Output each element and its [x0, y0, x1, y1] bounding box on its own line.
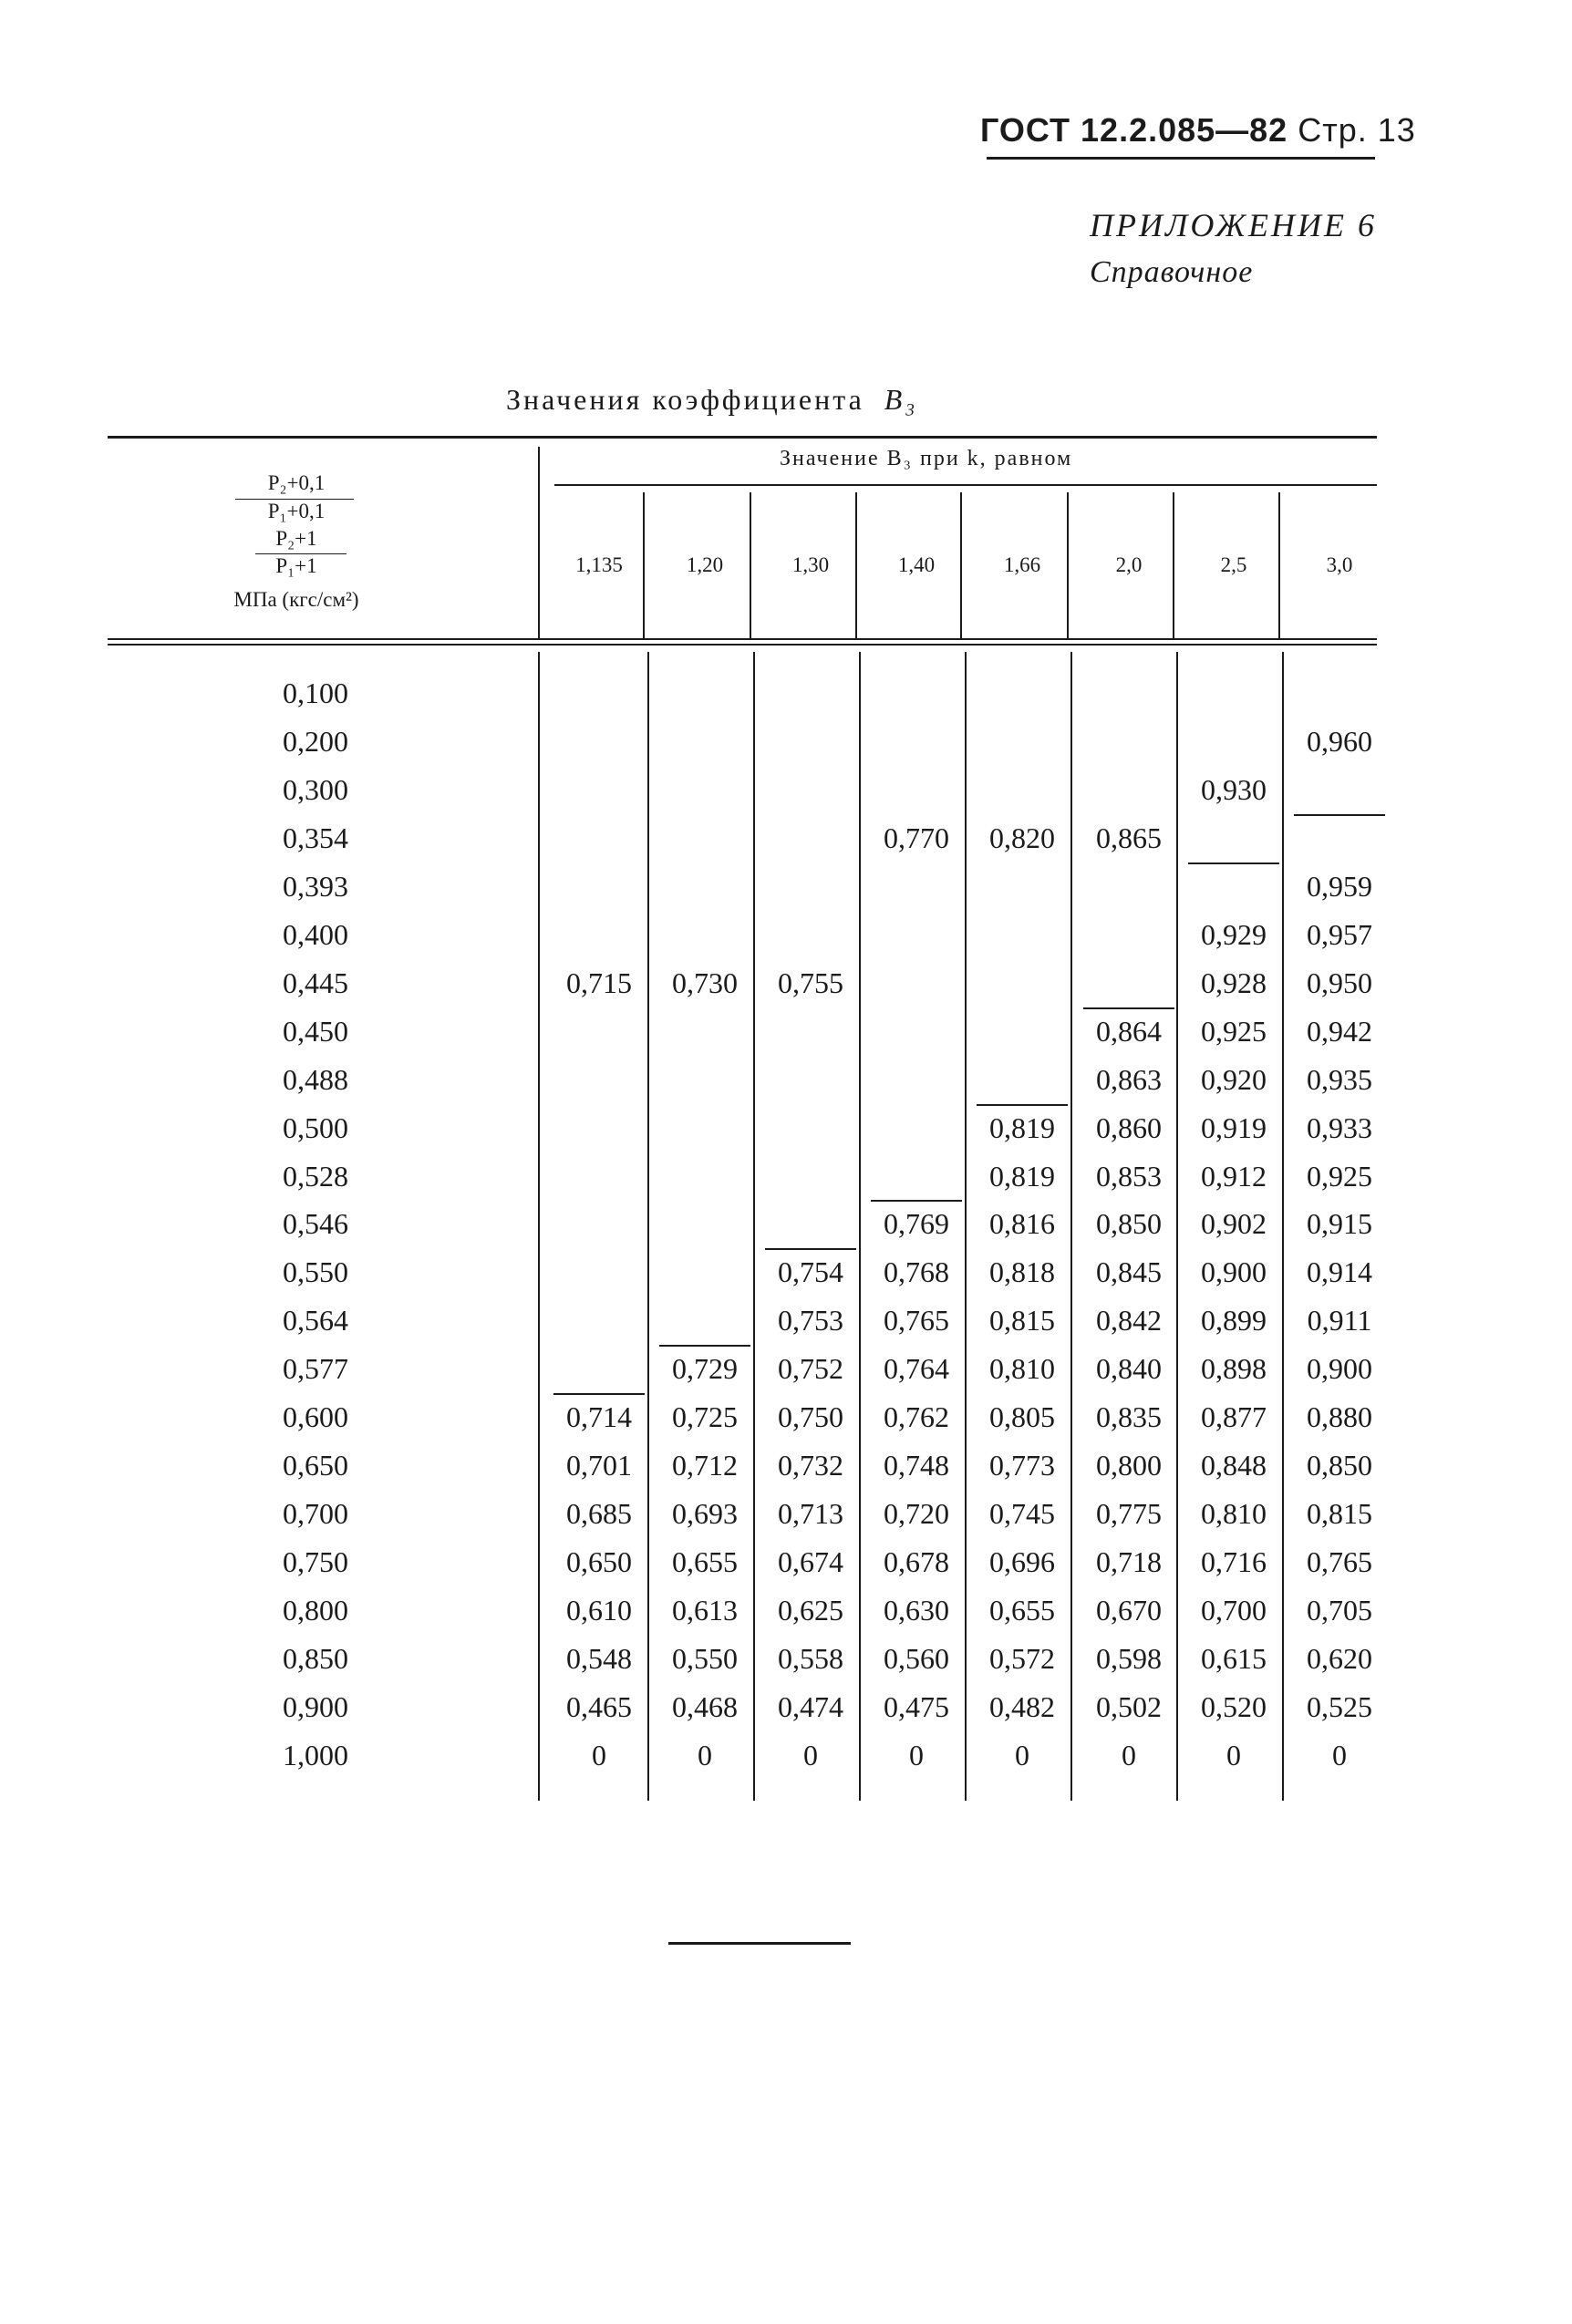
table-cell: 0,693 — [672, 1497, 738, 1531]
body-column-divider — [753, 652, 755, 1801]
table-cell: 0,670 — [1096, 1594, 1162, 1627]
table-cell: 0,630 — [884, 1594, 949, 1627]
table-cell: 0,816 — [989, 1207, 1055, 1241]
row-header-line4: P₁+1 — [275, 554, 317, 577]
table-cell: 0,930 — [1201, 772, 1267, 806]
header-column-divider — [855, 492, 857, 638]
table-cell: 0 — [1332, 1738, 1347, 1771]
table-cell: 0,835 — [1096, 1400, 1162, 1434]
table-cell: 0,880 — [1307, 1400, 1372, 1434]
header-column-divider — [750, 492, 751, 638]
table-cell: 0,860 — [1096, 1110, 1162, 1144]
row-ratio-value: 0,100 — [283, 677, 348, 709]
k-value-header: 1,135 — [575, 553, 623, 576]
table-cell: 0,805 — [989, 1400, 1055, 1434]
table-cell: 0,730 — [672, 966, 738, 999]
table-cell: 0,850 — [1307, 1449, 1372, 1482]
column-step-rule — [765, 1248, 856, 1250]
table-cell: 0,819 — [989, 1159, 1055, 1193]
table-cell: 0,840 — [1096, 1352, 1162, 1386]
table-cell: 0,912 — [1201, 1159, 1267, 1193]
table-cell: 0,474 — [778, 1689, 843, 1723]
table-cell: 0,720 — [884, 1497, 949, 1531]
table-cell: 0,613 — [672, 1594, 738, 1627]
table-cell: 0,718 — [1096, 1545, 1162, 1579]
table-title-text: Значения коэффициента — [506, 383, 864, 416]
table-cell: 0,716 — [1201, 1545, 1267, 1579]
row-ratio-value: 0,700 — [283, 1497, 348, 1531]
table-cell: 0,502 — [1096, 1689, 1162, 1723]
header-column-divider — [1278, 492, 1280, 638]
table-cell: 0,520 — [1201, 1689, 1267, 1723]
table-cell: 0,713 — [778, 1497, 843, 1531]
table-cell: 0,925 — [1201, 1014, 1267, 1048]
table-cell: 0 — [803, 1738, 818, 1771]
table-cell: 0,928 — [1201, 966, 1267, 999]
table-cell: 0,845 — [1096, 1255, 1162, 1289]
table-cell: 0,685 — [566, 1497, 632, 1531]
row-ratio-value: 0,850 — [283, 1642, 348, 1675]
footer-rule — [668, 1942, 851, 1945]
table-cell: 0,960 — [1307, 724, 1372, 758]
table-cell: 0,942 — [1307, 1014, 1372, 1048]
row-ratio-value: 0,650 — [283, 1449, 348, 1482]
table-cell: 0,819 — [989, 1110, 1055, 1144]
body-column-divider — [1070, 652, 1072, 1801]
table-cell: 0,929 — [1201, 917, 1267, 951]
row-header-line2: P₁+0,1 — [267, 500, 326, 522]
table-cell: 0,769 — [884, 1207, 949, 1241]
table-cell: 0,935 — [1307, 1062, 1372, 1096]
table-cell: 0,898 — [1201, 1352, 1267, 1386]
span-header: Значение B₃ при k, равном — [780, 447, 1073, 470]
row-ratio-value: 0,800 — [283, 1594, 348, 1627]
table-cell: 0,865 — [1096, 821, 1162, 854]
table-cell: 0,475 — [884, 1689, 949, 1723]
row-ratio-value: 0,300 — [283, 772, 348, 806]
table-cell: 0,815 — [1307, 1497, 1372, 1531]
column-step-rule — [553, 1393, 645, 1395]
row-ratio-value: 0,900 — [283, 1689, 348, 1723]
row-ratio-value: 0,200 — [283, 724, 348, 758]
table-cell: 0,775 — [1096, 1497, 1162, 1531]
table-cell: 0,920 — [1201, 1062, 1267, 1096]
row-header-units: МПа (кгс/см²) — [233, 588, 359, 611]
table-cell: 0,925 — [1307, 1159, 1372, 1193]
header-column-divider — [1067, 492, 1069, 638]
k-value-header: 2,5 — [1220, 553, 1247, 576]
table-cell: 0,848 — [1201, 1449, 1267, 1482]
k-value-header: 1,30 — [791, 553, 830, 576]
row-ratio-value: 0,400 — [283, 917, 348, 951]
appendix-subtitle: Справочное — [1090, 255, 1254, 289]
appendix-title: ПРИЛОЖЕНИЕ 6 — [1090, 207, 1377, 243]
table-cell: 0,911 — [1307, 1304, 1372, 1338]
table-cell: 0,745 — [989, 1497, 1055, 1531]
table-cell: 0,919 — [1201, 1110, 1267, 1144]
table-cell: 0,525 — [1307, 1689, 1372, 1723]
table-cell: 0,810 — [989, 1352, 1055, 1386]
table-cell: 0,598 — [1096, 1642, 1162, 1675]
row-ratio-value: 0,750 — [283, 1545, 348, 1579]
table-cell: 0,915 — [1307, 1207, 1372, 1241]
table-cell: 0,900 — [1307, 1352, 1372, 1386]
table-cell: 0,715 — [566, 966, 632, 999]
row-header-line3: P₂+1 — [275, 527, 317, 550]
table-title — [506, 383, 917, 417]
table-cell: 0 — [1122, 1738, 1136, 1771]
table-cell: 0,714 — [566, 1400, 632, 1434]
table-cell: 0,762 — [884, 1400, 949, 1434]
table-cell: 0,800 — [1096, 1449, 1162, 1482]
row-ratio-value: 0,600 — [283, 1400, 348, 1434]
header-bottom-rule-2 — [108, 644, 1377, 646]
table-cell: 0,468 — [672, 1689, 738, 1723]
page-number: Стр. 13 — [1298, 111, 1416, 149]
table-cell: 0,877 — [1201, 1400, 1267, 1434]
table-cell: 0,900 — [1201, 1255, 1267, 1289]
table-cell: 0,748 — [884, 1449, 949, 1482]
table-cell: 0,655 — [672, 1545, 738, 1579]
k-value-header: 1,20 — [686, 553, 724, 576]
page-header — [980, 111, 1416, 150]
table-cell: 0,863 — [1096, 1062, 1162, 1096]
table-cell: 0,810 — [1201, 1497, 1267, 1531]
table-cell: 0,899 — [1201, 1304, 1267, 1338]
table-cell: 0,550 — [672, 1642, 738, 1675]
table-cell: 0,712 — [672, 1449, 738, 1482]
table-cell: 0 — [909, 1738, 924, 1771]
column-step-rule — [1294, 814, 1385, 816]
header-rule — [987, 157, 1375, 160]
row-ratio-value: 0,577 — [283, 1352, 348, 1386]
table-cell: 0,853 — [1096, 1159, 1162, 1193]
body-column-divider — [1176, 652, 1178, 1801]
table-cell: 0,773 — [989, 1449, 1055, 1482]
table-cell: 0,732 — [778, 1449, 843, 1482]
table-cell: 0,914 — [1307, 1255, 1372, 1289]
table-cell: 0,572 — [989, 1642, 1055, 1675]
row-ratio-value: 0,546 — [283, 1207, 348, 1241]
k-value-header: 1,66 — [1003, 553, 1041, 576]
table-cell: 0,615 — [1201, 1642, 1267, 1675]
column-step-rule — [659, 1345, 750, 1347]
body-column-divider — [859, 652, 861, 1801]
header-bottom-rule — [108, 638, 1377, 640]
table-cell: 0 — [698, 1738, 712, 1771]
table-cell: 0,765 — [1307, 1545, 1372, 1579]
table-cell: 0,482 — [989, 1689, 1055, 1723]
table-cell: 0,842 — [1096, 1304, 1162, 1338]
column-step-rule — [871, 1200, 962, 1202]
row-ratio-value: 0,488 — [283, 1062, 348, 1096]
table-cell: 0,815 — [989, 1304, 1055, 1338]
table-cell: 0 — [1226, 1738, 1241, 1771]
table-cell: 0,957 — [1307, 917, 1372, 951]
table-cell: 0,725 — [672, 1400, 738, 1434]
body-column-divider — [965, 652, 967, 1801]
header-column-divider — [960, 492, 962, 638]
row-ratio-value: 0,564 — [283, 1304, 348, 1338]
table-cell: 0,610 — [566, 1594, 632, 1627]
standard-number: ГОСТ 12.2.085—82 — [980, 111, 1288, 149]
table-cell: 0,933 — [1307, 1110, 1372, 1144]
table-cell: 0,750 — [778, 1400, 843, 1434]
row-header-line1: P₂+0,1 — [267, 471, 326, 494]
table-cell: 0,696 — [989, 1545, 1055, 1579]
table-cell: 0,701 — [566, 1449, 632, 1482]
table-cell: 0,558 — [778, 1642, 843, 1675]
table-cell: 0,818 — [989, 1255, 1055, 1289]
column-step-rule — [1083, 1007, 1174, 1009]
table-cell: 0,650 — [566, 1545, 632, 1579]
table-cell: 0,764 — [884, 1352, 949, 1386]
header-column-divider — [1173, 492, 1174, 638]
table-cell: 0,765 — [884, 1304, 949, 1338]
table-cell: 0,820 — [989, 821, 1055, 854]
row-ratio-value: 0,445 — [283, 966, 348, 999]
table-top-rule — [108, 436, 1377, 439]
stub-divider — [538, 447, 540, 638]
row-ratio-value: 0,354 — [283, 821, 348, 854]
row-ratio-value: 0,500 — [283, 1110, 348, 1144]
table-cell: 0,850 — [1096, 1207, 1162, 1241]
table-cell: 0,959 — [1307, 869, 1372, 903]
table-cell: 0,950 — [1307, 966, 1372, 999]
table-title-symbol: B₃ — [884, 383, 918, 416]
table-cell: 0,465 — [566, 1689, 632, 1723]
span-header-rule — [554, 484, 1377, 486]
column-step-rule — [1188, 862, 1279, 864]
k-value-header: 3,0 — [1326, 553, 1353, 576]
table-cell: 0,655 — [989, 1594, 1055, 1627]
table-cell: 0 — [592, 1738, 606, 1771]
table-cell: 0,700 — [1201, 1594, 1267, 1627]
row-ratio-value: 0,528 — [283, 1159, 348, 1193]
k-value-header: 1,40 — [897, 553, 936, 576]
table-cell: 0,620 — [1307, 1642, 1372, 1675]
body-column-divider — [647, 652, 649, 1801]
table-cell: 0,864 — [1096, 1014, 1162, 1048]
table-cell: 0,755 — [778, 966, 843, 999]
column-step-rule — [977, 1104, 1068, 1106]
table-cell: 0,752 — [778, 1352, 843, 1386]
table-cell: 0,729 — [672, 1352, 738, 1386]
row-ratio-value: 0,450 — [283, 1014, 348, 1048]
table-cell: 0,625 — [778, 1594, 843, 1627]
row-ratio-value: 1,000 — [283, 1738, 348, 1771]
table-cell: 0,705 — [1307, 1594, 1372, 1627]
table-cell: 0,674 — [778, 1545, 843, 1579]
table-cell: 0,548 — [566, 1642, 632, 1675]
table-cell: 0,678 — [884, 1545, 949, 1579]
table-cell: 0,753 — [778, 1304, 843, 1338]
k-value-header: 2,0 — [1115, 553, 1143, 576]
table-cell: 0,902 — [1201, 1207, 1267, 1241]
table-cell: 0,560 — [884, 1642, 949, 1675]
table-cell: 0,770 — [884, 821, 949, 854]
header-column-divider — [643, 492, 645, 638]
table-cell: 0,768 — [884, 1255, 949, 1289]
body-column-divider — [1282, 652, 1284, 1801]
table-cell: 0 — [1015, 1738, 1029, 1771]
row-ratio-value: 0,393 — [283, 869, 348, 903]
table-cell: 0,754 — [778, 1255, 843, 1289]
row-ratio-value: 0,550 — [283, 1255, 348, 1289]
body-column-divider — [538, 652, 540, 1801]
